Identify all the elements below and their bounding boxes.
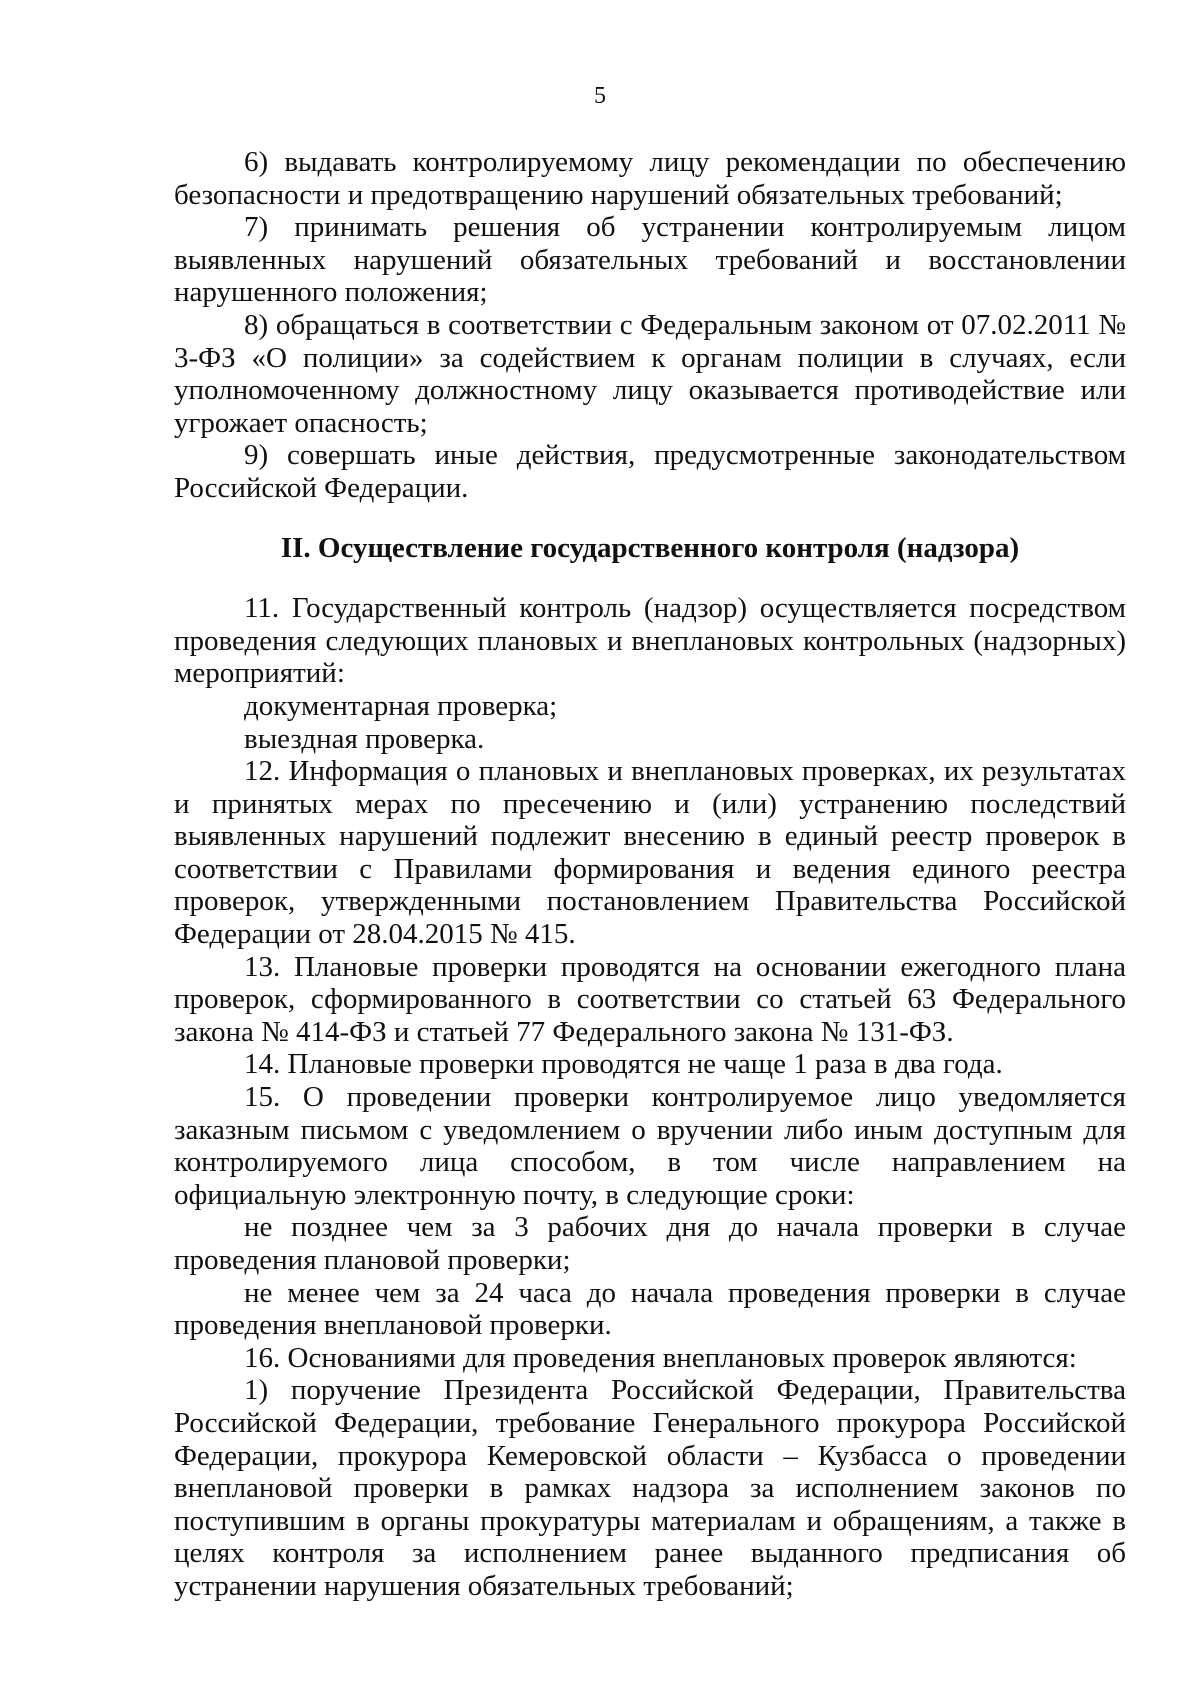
paragraph-11: 11. Государственный контроль (надзор) осуществляется посредством проведения следующих плановых и внеплановых контрольных (надзорных) мероприятий: xyxy=(174,592,1126,690)
section-heading: II. Осуществление государственного контроля (надзора) xyxy=(280,531,1020,564)
paragraph-item-6: 6) выдавать контролируемому лицу рекомендации по обеспечению безопасности и предотвращению нарушений обязательных требований; xyxy=(174,146,1126,211)
paragraph-16-item-1: 1) поручение Президента Российской Федерации, Правительства Российской Федерации, требование Генерального прокурора Российской Федерации, прокурора Кемеровской области – Кузбасса о проведении внеплановой проверки в рамках надзора за исполнением законов по поступившим в органы прокуратуры материалам и обращениям, а также в целях контроля за исполнением ранее выданного предписания об устранении нарушения обязательных требований; xyxy=(174,1374,1126,1602)
paragraph-item-7: 7) принимать решения об устранении контролируемым лицом выявленных нарушений обязательных требований и восстановлении нарушенного положения; xyxy=(174,211,1126,309)
paragraph-12: 12. Информация о плановых и внеплановых проверках, их результатах и принятых мерах по пресечению и (или) устранению последствий выявленных нарушений подлежит внесению в единый реестр проверок в соответствии с Правилами формирования и ведения единого реестра проверок, утвержденными постановлением Правительства Российской Федерации от 28.04.2015 № 415. xyxy=(174,755,1126,951)
paragraph-item-8: 8) обращаться в соответствии с Федеральным законом от 07.02.2011 № 3-ФЗ «О полиции» за содействием к органам полиции в случаях, если уполномоченному должностному лицу оказывается противодействие или угрожает опасность; xyxy=(174,308,1126,439)
paragraph-11-onsite: выездная проверка. xyxy=(244,722,485,755)
paragraph-15: 15. О проведении проверки контролируемое лицо уведомляется заказным письмом с уведомлением о вручении либо иным доступным для контролируемого лица способом, в том числе направлением на официальную электронную почту, в следующие сроки: xyxy=(174,1081,1126,1211)
paragraph-15-unplanned-deadline: не менее чем за 24 часа до начала проведения проверки в случае проведения внеплановой проверки. xyxy=(174,1276,1126,1342)
paragraph-15-planned-deadline: не позднее чем за 3 рабочих дня до начала проверки в случае проведения плановой проверки; xyxy=(174,1211,1126,1276)
document-body xyxy=(174,146,1126,1603)
page-number: 5 xyxy=(594,83,606,109)
paragraph-16: 16. Основаниями для проведения внеплановых проверок являются: xyxy=(244,1341,1077,1374)
paragraph-item-9: 9) совершать иные действия, предусмотренные законодательством Российской Федерации. xyxy=(174,439,1126,504)
paragraph-11-documentary: документарная проверка; xyxy=(244,689,558,722)
paragraph-13: 13. Плановые проверки проводятся на основании ежегодного плана проверок, сформированного в соответствии со статьей 63 Федерального закона № 414-ФЗ и статьей 77 Федерального закона № 131-ФЗ. xyxy=(174,950,1126,1048)
paragraph-14: 14. Плановые проверки проводятся не чаще 1 раза в два года. xyxy=(244,1048,1003,1081)
